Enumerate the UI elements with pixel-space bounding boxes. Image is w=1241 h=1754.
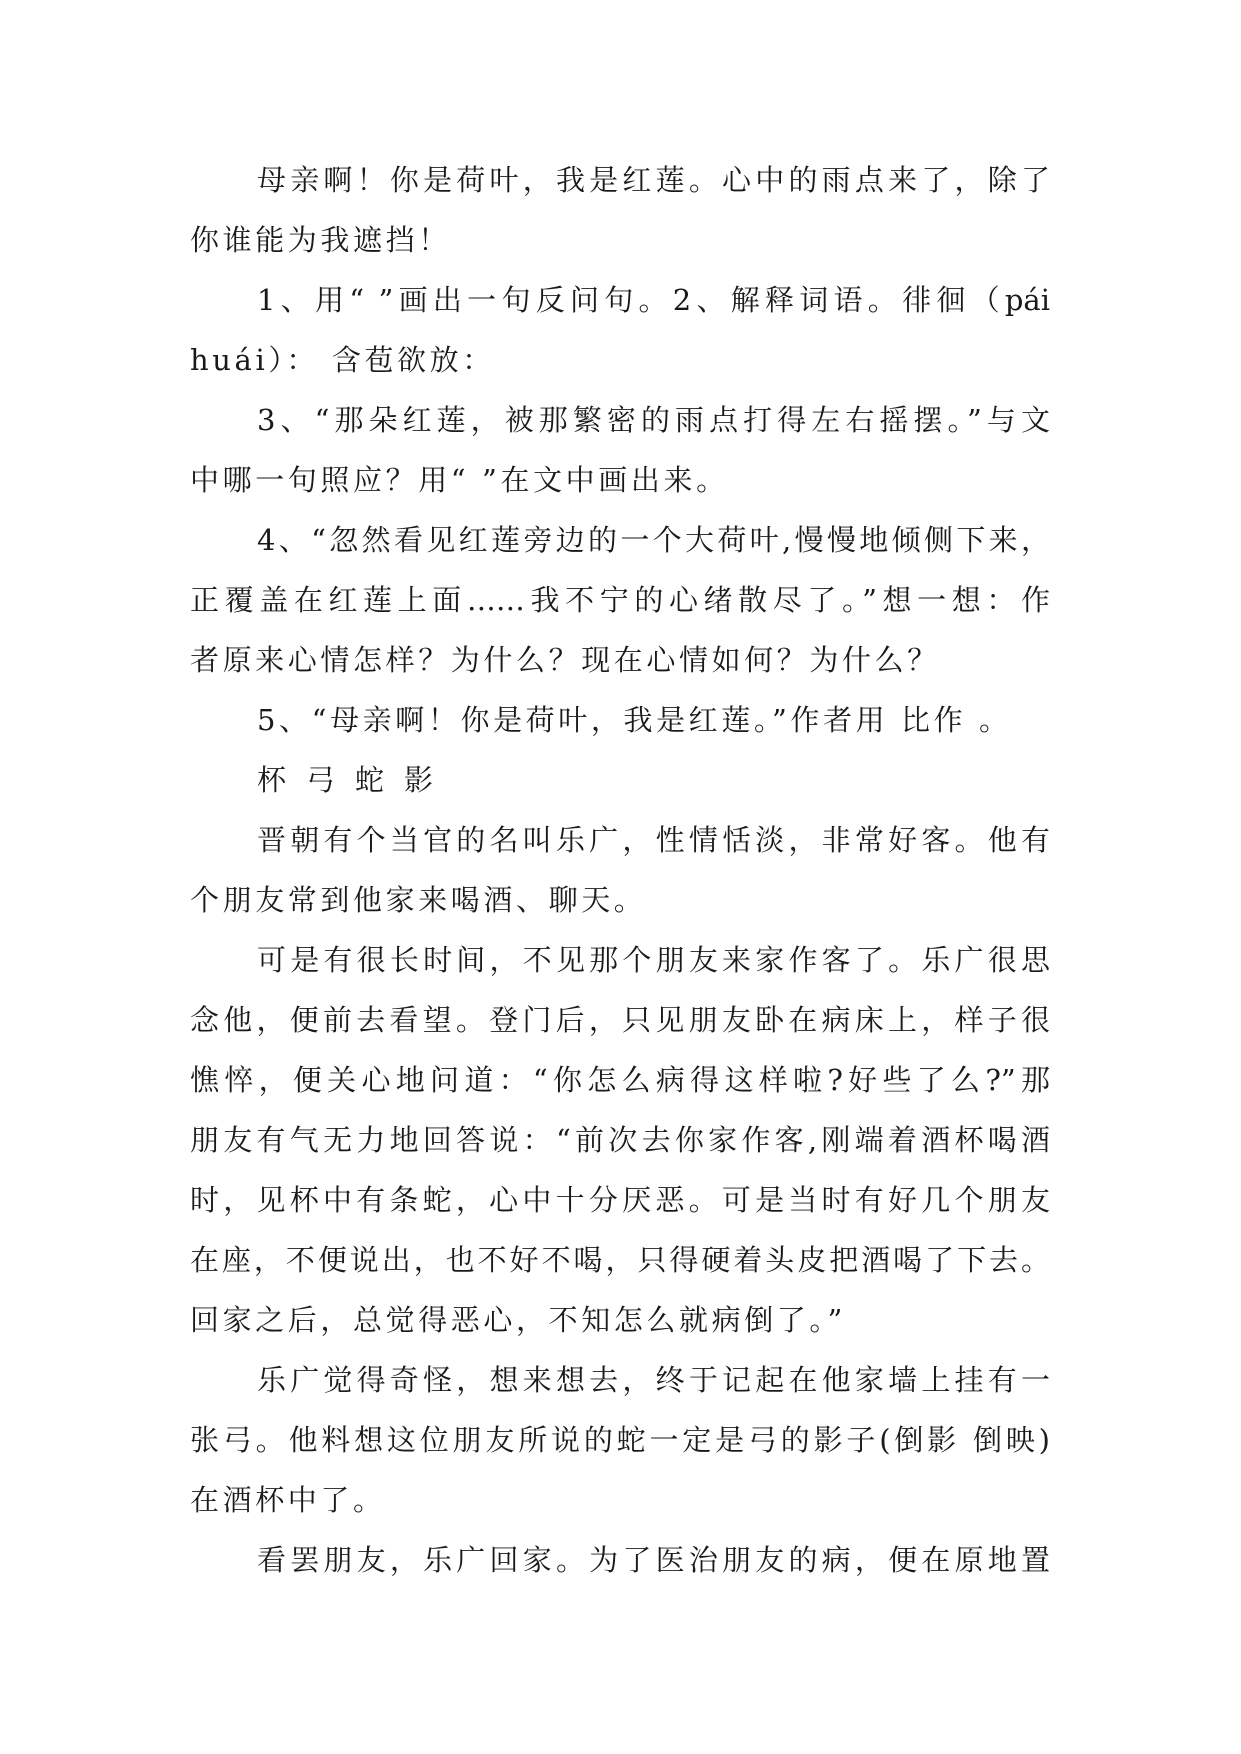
document-page (190, 150, 1050, 1590)
text-line: 念他，便前去看望。登门后，只见朋友卧在病床上，样子很 (190, 1003, 1050, 1037)
text-line: huái）： 含苞欲放： (190, 343, 495, 377)
text-line: 回家之后，总觉得恶心，不知怎么就病倒了。” (190, 1303, 846, 1337)
text-line: 可是有很长时间，不见那个朋友来家作客了。乐广很思 (257, 943, 1050, 977)
text-line: 母亲啊！你是荷叶，我是红莲。心中的雨点来了，除了 (257, 163, 1050, 197)
text-line: 晋朝有个当官的名叫乐广，性情恬淡，非常好客。他有 (257, 823, 1050, 857)
text-line: 中哪一句照应？用“ ”在文中画出来。 (190, 463, 729, 497)
text-line: 憔悴，便关心地问道：“你怎么病得这样啦?好些了么?”那 (190, 1063, 1050, 1097)
text-line: 正覆盖在红莲上面……我不宁的心绪散尽了。”想一想：作 (190, 583, 1050, 617)
text-line: 时，见杯中有条蛇，心中十分厌恶。可是当时有好几个朋友 (190, 1183, 1050, 1217)
text-line: 张弓。他料想这位朋友所说的蛇一定是弓的影子(倒影 倒映) (190, 1423, 1050, 1457)
text-line: 5、“母亲啊！你是荷叶，我是红莲。”作者用 比作 。 (257, 703, 1012, 737)
text-line: 在座，不便说出，也不好不喝，只得硬着头皮把酒喝了下去。 (190, 1243, 1050, 1277)
text-line: 者原来心情怎样？为什么？现在心情如何？为什么？ (190, 643, 940, 677)
text-line: 在酒杯中了。 (190, 1483, 386, 1517)
section-title (190, 750, 1050, 810)
section-title-text: 杯弓蛇影 (257, 763, 454, 797)
text-line: 朋友有气无力地回答说：“前次去你家作客,刚端着酒杯喝酒 (190, 1123, 1050, 1157)
text-line: 乐广觉得奇怪，想来想去，终于记起在他家墙上挂有一 (257, 1363, 1050, 1397)
text-line: 3、“那朵红莲，被那繁密的雨点打得左右摇摆。”与文 (257, 403, 1050, 437)
text-line: 你谁能为我遮挡！ (190, 223, 451, 257)
text-line: 4、“忽然看见红莲旁边的一个大荷叶,慢慢地倾侧下来， (257, 523, 1050, 557)
text-line: 1、用“ ”画出一句反问句。2、解释词语。徘徊（pái (257, 283, 1050, 317)
text-line: 个朋友常到他家来喝酒、聊天。 (190, 883, 647, 917)
text-line: 看罢朋友，乐广回家。为了医治朋友的病，便在原地置 (257, 1543, 1050, 1577)
